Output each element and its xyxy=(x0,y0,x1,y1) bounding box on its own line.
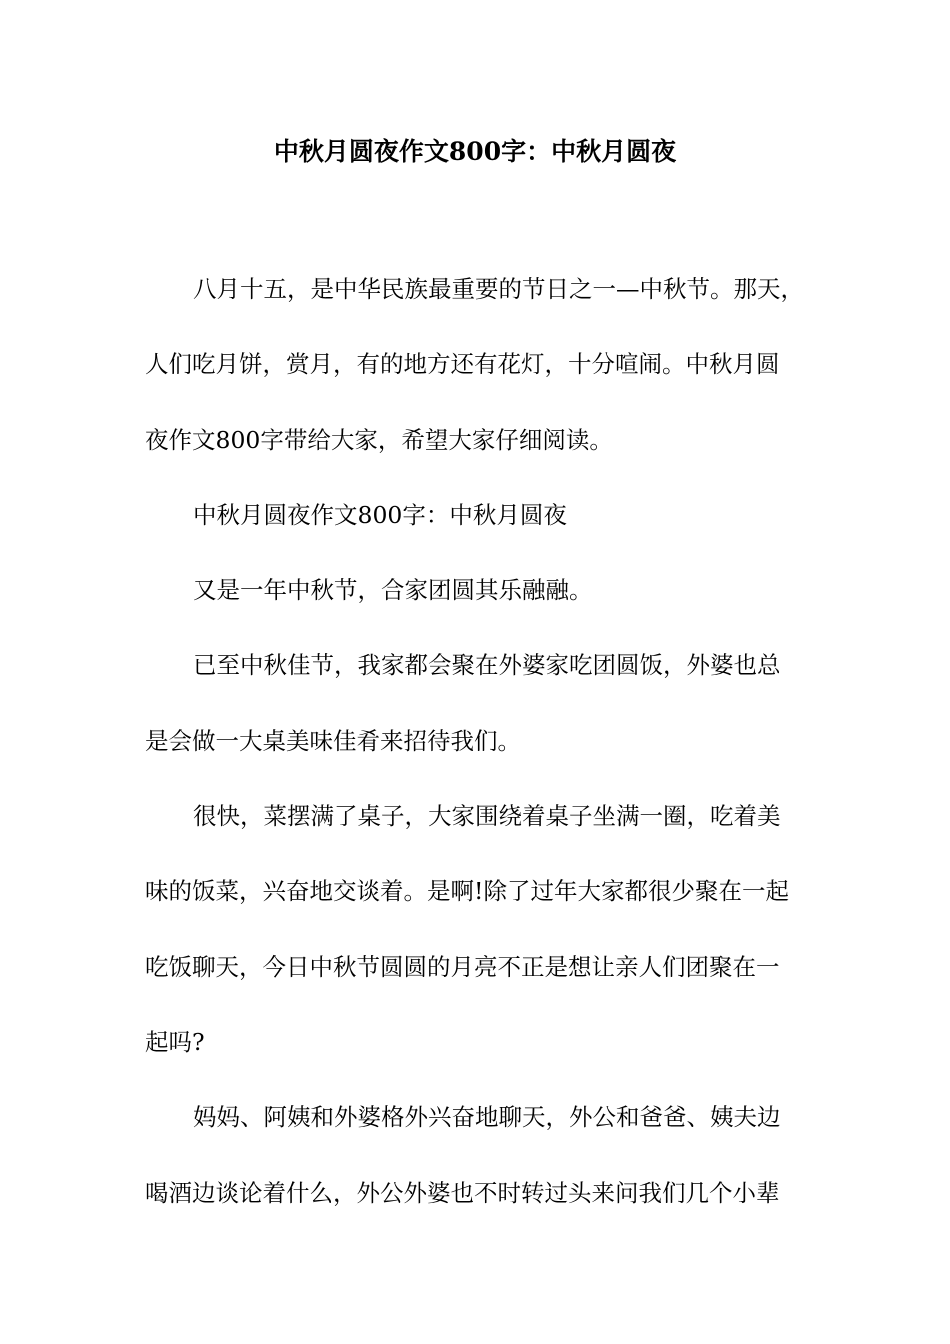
document-body xyxy=(145,252,810,1231)
paragraph xyxy=(145,779,810,1080)
paragraph xyxy=(145,1080,810,1231)
paragraph xyxy=(145,628,810,779)
text-line: 八月十五，是中华民族最重要的节日之一—中秋节。那天， xyxy=(193,275,804,303)
paragraph-intro xyxy=(145,252,810,478)
text-line: 又是一年中秋节，合家团圆其乐融融。 xyxy=(193,576,593,605)
text-line: 吃饭聊天，今日中秋节圆圆的月亮不正是想让亲人们团聚在一 xyxy=(145,952,780,981)
text-line: 人们吃月饼，赏月，有的地方还有花灯，十分喧闹。中秋月圆 xyxy=(145,350,780,379)
text-line: 喝酒边谈论着什么，外公外婆也不时转过头来问我们几个小辈 xyxy=(145,1178,780,1207)
text-line: 已至中秋佳节，我家都会聚在外婆家吃团圆饭，外婆也总 xyxy=(193,651,781,680)
text-line: 妈妈、阿姨和外婆格外兴奋地聊天，外公和爸爸、姨夫边 xyxy=(193,1103,781,1132)
text-line: 是会做一大桌美味佳肴来招待我们。 xyxy=(145,726,521,755)
text-line: 起吗? xyxy=(145,1027,205,1056)
text-line: 味的饭菜，兴奋地交谈着。是啊!除了过年大家都很少聚在一起 xyxy=(145,877,789,906)
document-title: 中秋月圆夜作文800字：中秋月圆夜 xyxy=(273,137,677,166)
paragraph xyxy=(145,553,810,628)
text-line: 中秋月圆夜作文800字：中秋月圆夜 xyxy=(193,500,567,529)
paragraph-subtitle xyxy=(145,478,810,553)
text-line: 很快，菜摆满了桌子，大家围绕着桌子坐满一圈，吃着美 xyxy=(193,802,781,831)
text-line: 夜作文800字带给大家，希望大家仔细阅读。 xyxy=(145,425,613,454)
